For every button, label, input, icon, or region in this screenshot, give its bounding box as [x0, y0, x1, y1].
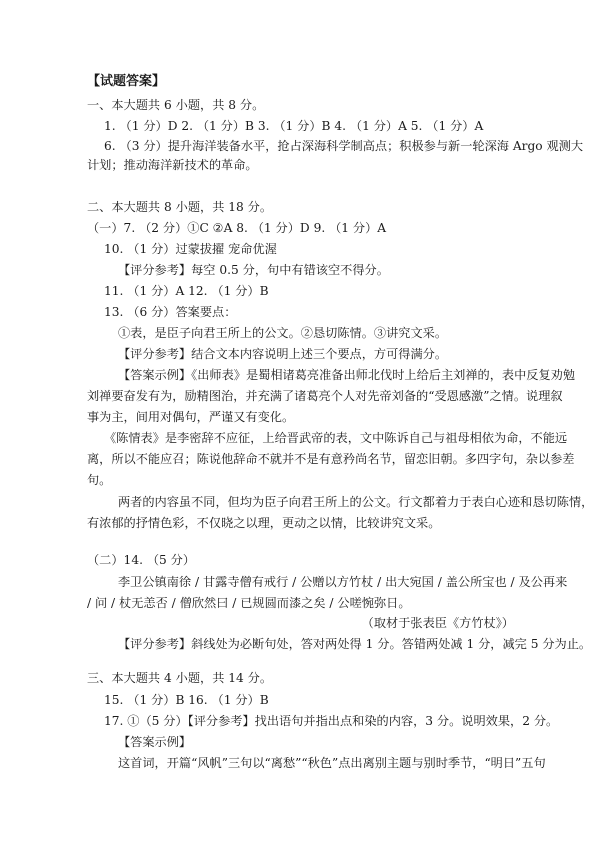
q14-scoring-ref: 【评分参考】斜线处为必断句处，答对两处得 1 分。答错两处减 1 分，减完 5 分为止。	[118, 637, 592, 651]
q14-source: （取材于张表臣《方竹杖》）	[361, 616, 514, 630]
section2-part1-answers: （一）7. （2 分）①C ②A 8. （1 分）D 9. （1 分）A	[87, 221, 387, 235]
q17-scoring: 17. ①（5 分）【评分参考】找出语句并指出点和染的内容，3 分。说明效果，2 分。	[104, 714, 559, 728]
q13-header: 13. （6 分）答案要点：	[104, 305, 237, 319]
q11-12-answers: 11. （1 分）A 12. （1 分）B	[104, 284, 269, 298]
q13-example-line2: 刘禅要奋发有为，励精图治，并充满了诸葛亮个人对先帝刘备的“受恩感激”之情。说理叙	[87, 389, 563, 403]
page-title: 【试题答案】	[87, 74, 166, 89]
q13-example-line3: 事为主，间用对偶句，严谨又有变化。	[87, 410, 295, 424]
section1-answers: 1. （1 分）D 2. （1 分）B 3. （1 分）B 4. （1 分）A 5. （1 分）A	[104, 119, 484, 133]
section3-answers: 15. （1 分）B 16. （1 分）B	[104, 693, 269, 707]
q13-para3-line2: 有浓郁的抒情色彩，不仅晓之以理，更动之以情，比较讲究文采。	[87, 516, 441, 530]
q17-example-label: 【答案示例】	[118, 735, 192, 749]
q10-scoring-ref: 【评分参考】每空 0.5 分，句中有错该空不得分。	[118, 263, 389, 277]
q6-line1: 6. （3 分）提升海洋装备水平，抢占深海科学制高点；积极参与新一轮深海 Argo 观测大	[104, 139, 584, 153]
q13-points: ①表，是臣子向君王所上的公文。②恳切陈情。③讲究文采。	[118, 326, 448, 340]
section3-header: 三、本大题共 4 小题，共 14 分。	[87, 671, 273, 685]
q10-answer: 10. （1 分）过蒙拔擢 宠命优渥	[104, 242, 277, 256]
q13-para3-line1: 两者的内容虽不同，但均为臣子向君王所上的公文。行文都着力于表白心迹和恳切陈情，	[118, 495, 594, 509]
section2-header: 二、本大题共 8 小题，共 18 分。	[87, 200, 273, 214]
q13-para2-line1: 《陈情表》是李密辞不应征，上给晋武帝的表，文中陈诉自己与祖母相依为命，不能远	[104, 431, 568, 445]
q13-para2-line3: 句。	[87, 473, 112, 487]
q14-line2: / 问 / 杖无恙否 / 僧欣然曰 / 已规圆而漆之矣 / 公嗟惋弥日。	[87, 596, 411, 610]
q14-line1: 李卫公镇南徐 / 甘露寺僧有戒行 / 公赠以方竹杖 / 出大宛国 / 盖公所宝也 / 及公再来	[118, 575, 568, 589]
q13-example-line1: 【答案示例】《出师表》是蜀相诸葛亮准备出师北伐时上给后主刘禅的，表中反复劝勉	[118, 368, 576, 382]
q13-scoring-ref: 【评分参考】结合文本内容说明上述三个要点，方可得满分。	[118, 347, 448, 361]
section2-part2-header: （二）14. （5 分）	[87, 553, 196, 567]
section1-header: 一、本大题共 6 小题，共 8 分。	[87, 98, 265, 112]
q17-example-text: 这首词，开篇“风帆”三句以“离愁”“秋色”点出离别主题与别时季节，“明日”五句	[118, 756, 546, 770]
q6-line2: 计划；推动海洋新技术的革命。	[87, 158, 258, 172]
q13-para2-line2: 离，所以不能应召；陈说他辞命不就并不是有意矜尚名节，留恋旧朝。多四字句，杂以参差	[87, 452, 575, 466]
